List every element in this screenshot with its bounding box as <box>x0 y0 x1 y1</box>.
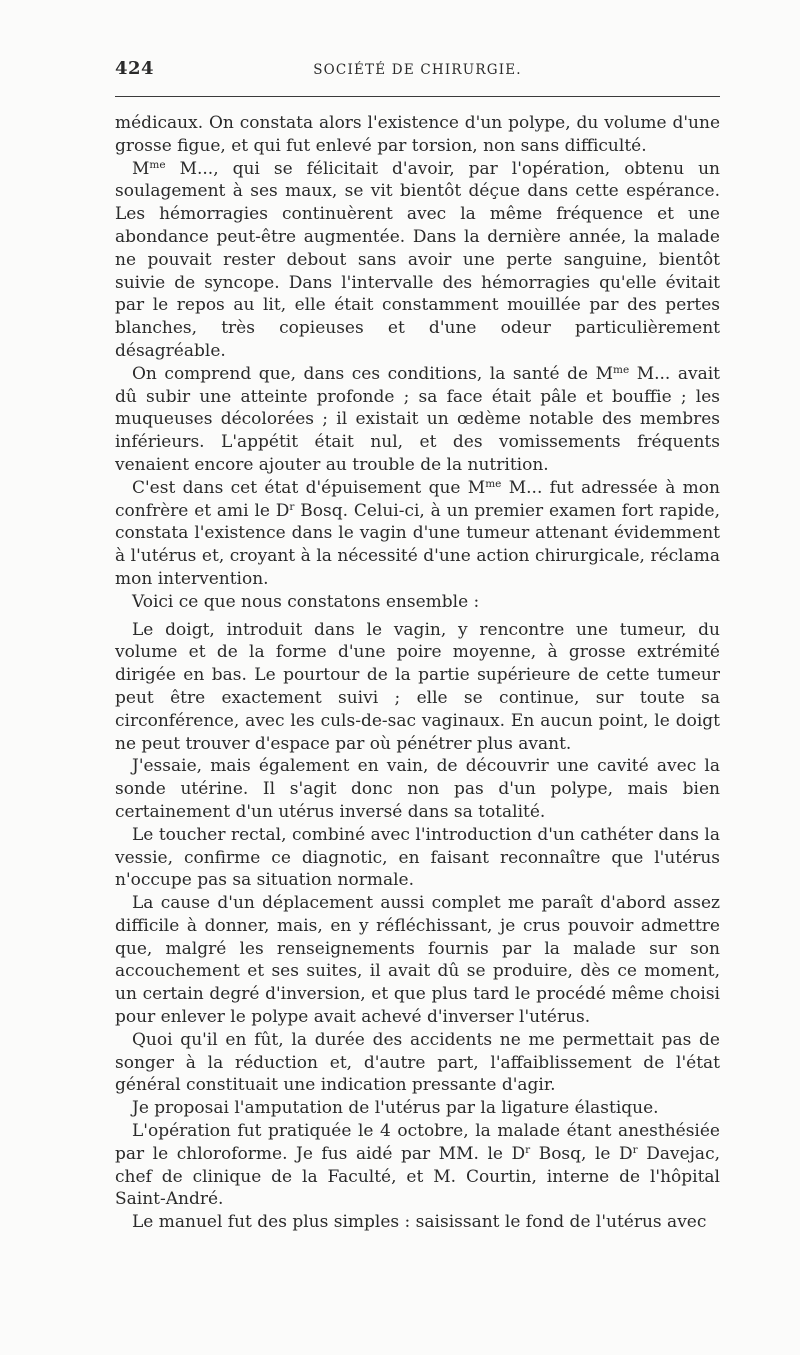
paragraph-10: Quoi qu'il en fût, la durée des accidents ne me permettait pas de songer à la réduction et, d'autre part, l'affaiblissement de l'état général constituait une indication pressante d'agir. <box>115 1029 720 1096</box>
page-header <box>115 58 720 82</box>
paragraph-4: C'est dans cet état d'épuisement que $M^{me}$ M... fut adressée à mon confrère et ami le $D^r$ Bosq. Celui-ci, à un premier examen fort rapide, constata l'existence dans le vagin d'une tumeur attenant évidemment à l'utérus et, croyant à la nécessité d'une action chirurgicale, réclama mon intervention. <box>115 477 720 589</box>
paragraph-5: Voici ce que nous constatons ensemble : <box>132 591 480 612</box>
paragraph-13: Le manuel fut des plus simples : saisissant le fond de l'utérus avec <box>132 1212 707 1233</box>
paragraph-9: La cause d'un déplacement aussi complet me paraît d'abord assez difficile à donner, mais, en y réfléchissant, je crus pouvoir admettre que, malgré les renseignements fournis par la malade sur son accouchement et ses suites, il avait dû se produire, dès ce moment, un certain degré d'inversion, et que plus tard le procédé même choisi pour enlever le polype avait achevé d'inverser l'utérus. <box>115 893 720 1028</box>
paragraph-11: Je proposai l'amputation de l'utérus par la ligature élastique. <box>132 1098 659 1119</box>
paragraph-12: L'opération fut pratiquée le 4 octobre, la malade étant anesthésiée par le chloroforme. Je fus aidé par MM. le $D^r$ Bosq, le $D^r$ Davejac, chef de clinique de la Faculté, et M. Courtin, interne de l'hôpital Saint-André. <box>115 1121 720 1210</box>
paragraph-7: J'essaie, mais également en vain, de découvrir une cavité avec la sonde utérine. Il s'agit donc non pas d'un polype, mais bien certainement d'un utérus inversé dans sa totalité. <box>115 756 720 822</box>
header-rule <box>115 96 720 97</box>
paragraph-1: médicaux. On constata alors l'existence d'un polype, du volume d'une grosse figue, et qui fut enlevé par torsion, non sans difficulté. <box>115 113 720 156</box>
paragraph-6: Le doigt, introduit dans le vagin, y rencontre une tumeur, du volume et de la forme d'une poire moyenne, à grosse extrémité dirigée en bas. Le pourtour de la partie supérieure de cette tumeur peut être exactement suivi ; elle se continue, sur toute sa circonférence, avec les culs-de-sac vaginaux. En aucun point, le doigt ne peut trouver d'espace par où pénétrer plus avant. <box>115 619 720 754</box>
paragraph-8: Le toucher rectal, combiné avec l'introduction d'un cathéter dans la vessie, confirme ce diagnotic, en faisant reconnaître que l'utérus n'occupe pas sa situation normale. <box>115 824 720 891</box>
paragraph-3: On comprend que, dans ces conditions, la santé de $M^{me}$ M... avait dû subir une atteinte profonde ; sa face était pâle et bouffie ; les muqueuses décolorées ; il existait un œdème notable des membres inférieurs. L'appétit était nul, et des vomissements fréquents venaient encore ajouter au trouble de la nutrition. <box>115 363 720 475</box>
page-number: 424 <box>115 58 155 79</box>
running-title: SOCIÉTÉ DE CHIRURGIE. <box>313 62 522 78</box>
body-text <box>115 112 720 1234</box>
paragraph-2: $M^{me}$ M..., qui se félicitait d'avoir, par l'opération, obtenu un soulagement à ses maux, se vit bientôt déçue dans cette espérance. Les hémorragies continuèrent avec la même fréquence et une abondance peut-être augmentée. Dans la dernière année, la malade ne pouvait rester debout sans avoir une perte sanguine, bientôt suivie de syncope. Dans l'intervalle des hémorragies qu'elle évitait par le repos au lit, elle était constamment mouillée par des pertes blanches, très copieuses et d'une odeur particulièrement désagréable. <box>115 158 720 361</box>
